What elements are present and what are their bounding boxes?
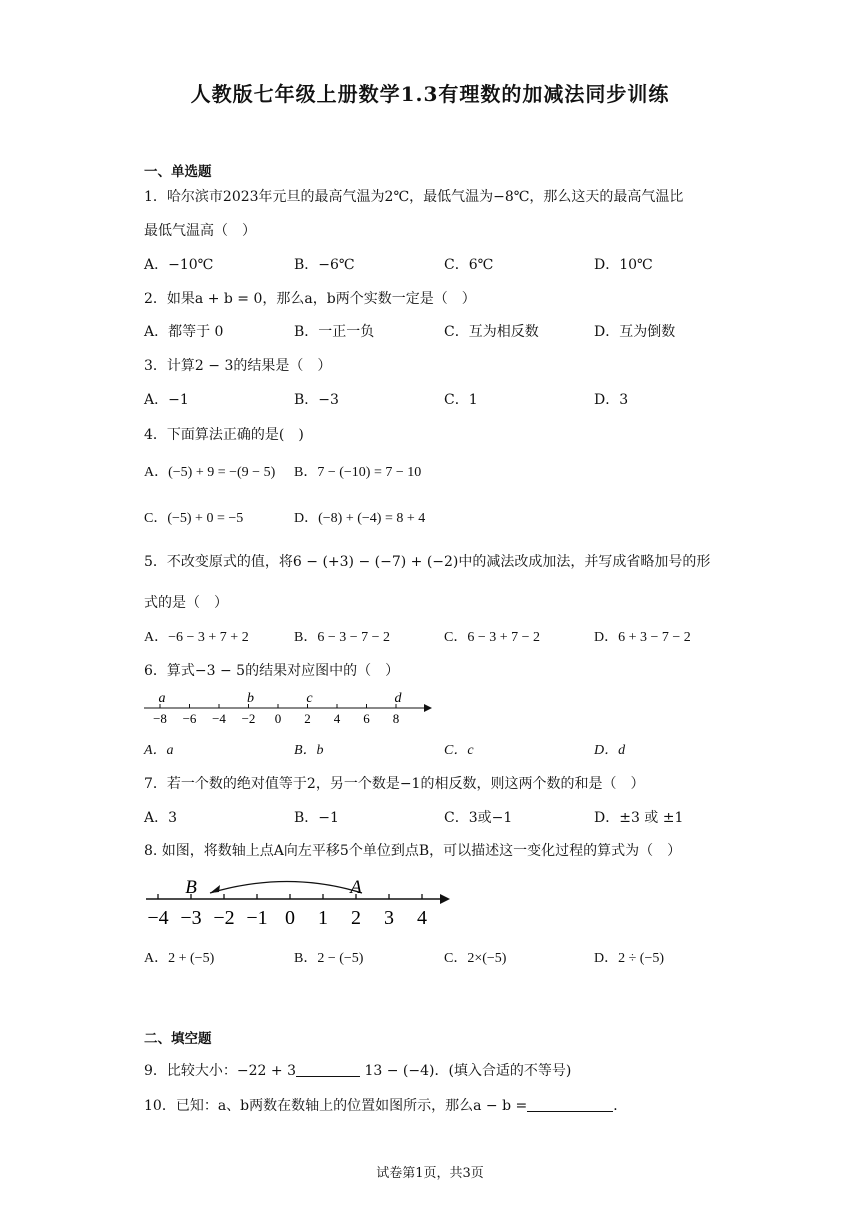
tick-label: −6 xyxy=(182,711,197,726)
option-a[interactable]: A．a xyxy=(144,743,174,758)
option-b[interactable]: B．一正一负 xyxy=(294,324,375,340)
section-heading-fill-blank: 二、填空题 xyxy=(144,1031,212,1047)
tick-label: −1 xyxy=(246,907,268,929)
tick-label: −3 xyxy=(180,907,202,929)
answer-blank-10[interactable] xyxy=(527,1097,613,1112)
number-line-q6 xyxy=(140,685,440,730)
tick-label: 8 xyxy=(392,711,400,726)
option-d[interactable]: D．d xyxy=(594,743,626,758)
option-c[interactable]: C．6℃ xyxy=(444,257,494,273)
tick-label: 2 xyxy=(304,711,311,726)
tick-label: 0 xyxy=(285,907,295,929)
question-10-text xyxy=(144,1095,627,1115)
question-6-text: 6．算式−3 − 5的结果对应图中的（ ） xyxy=(144,663,400,679)
option-a[interactable]: A．−10℃ xyxy=(144,257,214,273)
page-footer: 试卷第1页，共3页 xyxy=(376,1166,484,1181)
question-4-text: 4．下面算法正确的是( ) xyxy=(144,427,304,443)
option-a[interactable]: A．−1 xyxy=(144,392,189,408)
option-b[interactable]: B．6 − 3 − 7 − 2 xyxy=(294,630,391,645)
question-9-suffix: 13 − (−4)．(填入合适的不等号) xyxy=(360,1063,572,1079)
option-d[interactable]: D．6 + 3 − 7 − 2 xyxy=(594,630,691,645)
option-a[interactable]: A．2 + (−5) xyxy=(144,951,215,966)
question-3-text: 3．计算2 − 3的结果是（ ） xyxy=(144,358,332,374)
question-5-text-cont: 式的是（ ） xyxy=(144,595,228,611)
tick-label: 4 xyxy=(333,711,341,726)
tick-label: 2 xyxy=(351,907,361,929)
point-label-B: B xyxy=(185,877,197,898)
question-2-options xyxy=(144,321,744,341)
option-a[interactable]: A．3 xyxy=(144,810,178,826)
tick-label: −2 xyxy=(213,907,235,929)
page-title: 人教版七年级上册数学1.3有理数的加减法同步训练 xyxy=(190,82,670,106)
option-c[interactable]: C．3或−1 xyxy=(444,810,513,826)
question-7-text: 7．若一个数的绝对值等于2，另一个数是−1的相反数，则这两个数的和是（ ） xyxy=(144,776,645,792)
answer-blank-9[interactable] xyxy=(296,1062,360,1077)
option-d[interactable]: D．±3 或 ±1 xyxy=(594,810,684,826)
question-4-option-b[interactable]: B．7 − (−10) = 7 − 10 xyxy=(294,465,422,480)
tick-label: 0 xyxy=(274,711,282,726)
point-label-c: c xyxy=(306,691,313,706)
option-d[interactable]: D．2 ÷ (−5) xyxy=(594,951,665,966)
question-4-option-d[interactable]: D．(−8) + (−4) = 8 + 4 xyxy=(294,511,426,526)
option-c[interactable]: C．2×(−5) xyxy=(444,951,507,966)
point-label-A: A xyxy=(350,877,362,898)
option-b[interactable]: B．−1 xyxy=(294,810,339,826)
question-1-text: 1．哈尔滨市2023年元旦的最高气温为2℃，最低气温为−8℃，那么这天的最高气温比 xyxy=(144,189,684,205)
tick-label: −2 xyxy=(241,711,256,726)
tick-label: 6 xyxy=(363,711,370,726)
option-a[interactable]: A．都等于 0 xyxy=(144,324,224,340)
question-1-text-cont: 最低气温高（ ） xyxy=(144,223,256,239)
option-c[interactable]: C．6 − 3 + 7 − 2 xyxy=(444,630,541,645)
option-d[interactable]: D．10℃ xyxy=(594,257,653,273)
arrow-head xyxy=(424,704,432,712)
shift-arc-arrow xyxy=(210,885,220,893)
option-b[interactable]: B．2 − (−5) xyxy=(294,951,364,966)
option-b[interactable]: B．−3 xyxy=(294,392,339,408)
question-8-text: 8. 如图，将数轴上点A向左平移5个单位到点B，可以描述这一变化过程的算式为（ ） xyxy=(144,843,682,859)
question-1-options xyxy=(144,254,744,274)
number-line-q8 xyxy=(140,865,460,935)
question-10-prefix: 10．已知：a、b两数在数轴上的位置如图所示，那么a − b = xyxy=(144,1098,528,1114)
option-a[interactable]: A．−6 − 3 + 7 + 2 xyxy=(144,630,249,645)
question-7-options xyxy=(144,807,744,827)
tick-label: −8 xyxy=(153,711,167,726)
option-d[interactable]: D．互为倒数 xyxy=(594,324,676,340)
question-8-options xyxy=(144,947,744,967)
option-b[interactable]: B．b xyxy=(294,743,324,758)
question-6-options xyxy=(144,739,744,759)
question-4-option-c[interactable]: C．(−5) + 0 = −5 xyxy=(144,511,244,526)
tick-label: 3 xyxy=(384,907,394,929)
option-b[interactable]: B．−6℃ xyxy=(294,257,355,273)
question-4-option-a[interactable]: A．(−5) + 9 = −(9 − 5) xyxy=(144,465,276,480)
tick-label: 1 xyxy=(318,907,328,929)
option-c[interactable]: C．c xyxy=(444,743,474,758)
shift-arc xyxy=(210,882,362,894)
question-9-text xyxy=(144,1060,571,1080)
tick-label: −4 xyxy=(147,907,169,929)
point-label-d: d xyxy=(394,691,402,706)
tick-label: 4 xyxy=(417,907,427,929)
option-d[interactable]: D．3 xyxy=(594,392,629,408)
arrow-head xyxy=(440,894,450,904)
section-heading-single-choice: 一、单选题 xyxy=(144,164,212,180)
point-label-a: a xyxy=(158,691,166,706)
tick-label: −4 xyxy=(212,711,226,726)
point-label-b: b xyxy=(247,691,254,706)
question-10-suffix: ． xyxy=(613,1098,628,1114)
question-5-options xyxy=(144,626,744,646)
question-2-text: 2．如果a + b = 0，那么a，b两个实数一定是（ ） xyxy=(144,291,476,307)
option-c[interactable]: C．1 xyxy=(444,392,478,408)
question-5-text: 5．不改变原式的值，将6 − (+3) − (−7) + (−2)中的减法改成加法，并写成省略加号的形 xyxy=(144,554,711,570)
question-9-prefix: 9．比较大小：−22 + 3 xyxy=(144,1063,296,1079)
question-3-options xyxy=(144,389,744,409)
option-c[interactable]: C．互为相反数 xyxy=(444,324,539,340)
